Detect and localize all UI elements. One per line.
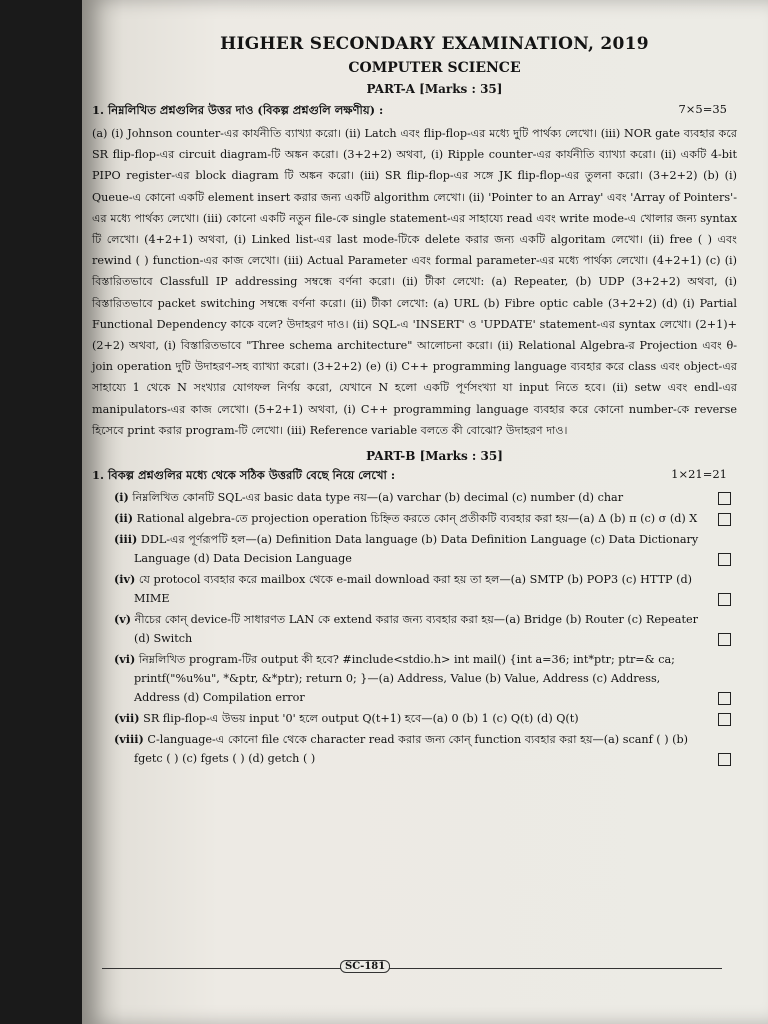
part-a-body: (a) (i) Johnson counter-এর কার্যনীতি ব্যাখ্যা করো। (ii) Latch এবং flip-flop-এর মধ্যে দুটি পার্থক্য লেখো। (iii) NOR gate ব্যবহার করে SR flip-flop-এর circuit diagram-টি অঙ্কন করো। (3+2+2) অথবা, (i) Ripple counter-এর কার্যনীতি ব্যাখ্যা করো। (ii) একটি 4-bit PIPO register-এর block diagram টি অঙ্কন করো। (iii) SR flip-flop-এর সঙ্গে JK flip-flop-এর তুলনা করো। (3+2+2) (b) (i) Queue-এ কোনো একটি element insert করার জন্য একটি algorithm লেখো। (ii) 'Pointer to an Array' এবং 'Array of Pointers'-এর মধ্যে পার্থক্য লেখো। (iii) কোনো একটি নতুন file-কে single statement-এর সাহায্যে read এবং write mode-এ খোলার জন্য syntax টি লেখো। (4+2+1) অথবা, (i) Linked list-এর last mode-টিকে delete করার জন্য একটি algoritam লেখো। (ii) free ( ) এবং rewind ( ) function-এর কাজ লেখো। (iii) Actual Parameter এবং formal parameter-এর মধ্যে পার্থক্য লেখো। (4+2+1) (c) (i) বিস্তারিতভাবে Classfull IP addressing সম্বন্ধে বর্ণনা করো। (ii) টীকা লেখো: (a) Repeater, (b) UDP (3+2+2) অথবা, (i) বিস্তারিতভাবে packet switching সম্বন্ধে বর্ণনা করো। (ii) টীকা লেখো: (a) URL (b) Fibre optic cable (3+2+2) (d) (i) Partial Functional Dependency কাকে বলে? উদাহরণ দাও। (ii) SQL-এ 'INSERT' ও 'UPDATE' statement-এর syntax লেখো। (2+1)+(2+2) অথবা, (i) বিস্তারিতভাবে "Three schema architecture" আলোচনা করো। (ii) Relational Algebra-র Projection এবং θ-join operation দুটি উদাহরণ-সহ ব্যাখ্যা করো। (3+2+2) (e) (i) C++ programming language ব্যবহার করে class এবং object-এর সাহায্যে 1 থেকে N সংখ্যার যোগফল নির্ণয় করো, যেখানে N হলো একটি পূর্ণসংখ্যা যা input নিতে হবে। (ii) setw এবং endl-এর manipulators-এর কাজ লেখো। (5+2+1) অথবা, (i) C++ programming language ব্যবহার করে কোনো number-কে reverse হিসেবে print করার program-টি লেখো। (iii) Reference variable বলতে কী বোঝো? উদাহরণ দাও।	[92, 127, 737, 437]
mcq-text: Rational algebra-তে projection operation চিহ্নিত করতে কোন্ প্রতীকটি ব্যবহার করা হয়—(a) Δ (b) π (c) σ (d) X	[136, 512, 698, 526]
mcq-number: (i)	[114, 490, 129, 505]
answer-checkbox[interactable]	[718, 513, 731, 526]
mcq-item	[114, 709, 737, 728]
answer-checkbox[interactable]	[718, 713, 731, 726]
mcq-list	[92, 488, 737, 768]
exam-page	[82, 0, 768, 1024]
mcq-item	[114, 730, 737, 768]
footer-divider	[102, 968, 722, 969]
mcq-number: (v)	[114, 612, 132, 627]
part-b-question-head	[92, 467, 737, 486]
mcq-item	[114, 610, 737, 648]
part-a-marks: 7×5=35	[678, 102, 727, 116]
page-code: SC-181	[340, 960, 390, 973]
mcq-item	[114, 509, 737, 528]
part-a-heading: PART-A [Marks : 35]	[366, 82, 503, 96]
part-b-question-text: 1. বিকল্প প্রশ্নগুলির মধ্যে থেকে সঠিক উত্তরটি বেছে নিয়ে লেখো :	[92, 468, 396, 483]
mcq-item	[114, 570, 737, 608]
mcq-text: যে protocol ব্যবহার করে mailbox থেকে e-mail download করা হয় তা হল—(a) SMTP (b) POP3 (c) HTTP (d) MIME	[134, 573, 693, 606]
mcq-text: নিম্নলিখিত কোনটি SQL-এর basic data type নয়—(a) varchar (b) decimal (c) number (d) char	[132, 491, 624, 505]
answer-checkbox[interactable]	[718, 692, 731, 705]
answer-checkbox[interactable]	[718, 593, 731, 606]
part-a-question-head	[92, 102, 737, 121]
part-a-question-text: 1. নিম্নলিখিত প্রশ্নগুলির উত্তর দাও (বিকল্প প্রশ্নগুলি লক্ষণীয়) :	[92, 103, 384, 117]
mcq-text: SR flip-flop-এ উভয় input '0' হলে output Q(t+1) হবে—(a) 0 (b) 1 (c) Q(t) (d) Q(t)	[143, 712, 579, 726]
mcq-text: DDL-এর পূর্ণরূপটি হল—(a) Definition Data language (b) Data Definition Language (c) Data Dictionary Language (d) Data Decision Language	[134, 533, 699, 566]
mcq-item	[114, 530, 737, 568]
mcq-item	[114, 650, 737, 707]
mcq-item	[114, 488, 737, 507]
answer-checkbox[interactable]	[718, 753, 731, 766]
page-content	[92, 34, 737, 770]
subject-title: COMPUTER SCIENCE	[348, 60, 521, 76]
answer-checkbox[interactable]	[718, 553, 731, 566]
mcq-number: (ii)	[114, 511, 134, 526]
mcq-text: নিম্নলিখিত program-টির output কী হবে? #include<stdio.h> int mail() {int a=36; int*ptr; ptr=& ca; printf("%u%u", *&ptr, &*ptr); return 0; }—(a) Address, Value (b) Value, Address (c) Address, Address (d) Compilation error	[134, 653, 675, 705]
mcq-text: নীচের কোন্ device-টি সাধারণত LAN কে extend করার জন্য ব্যবহার করা হয়—(a) Bridge (b) Router (c) Repeater (d) Switch	[134, 613, 698, 646]
part-b-marks: 1×21=21	[671, 467, 727, 482]
mcq-text: C-language-এ কোনো file থেকে character read করার জন্য কোন্ function ব্যবহার করা হয়—(a) scanf ( ) (b) fgetc ( ) (c) fgets ( ) (d) getch ( )	[134, 733, 689, 766]
mcq-number: (viii)	[114, 732, 144, 747]
exam-title: HIGHER SECONDARY EXAMINATION, 2019	[220, 34, 649, 54]
mcq-number: (iv)	[114, 572, 136, 587]
mcq-number: (vii)	[114, 711, 140, 726]
mcq-number: (vi)	[114, 652, 136, 667]
mcq-number: (iii)	[114, 532, 138, 547]
answer-checkbox[interactable]	[718, 633, 731, 646]
answer-checkbox[interactable]	[718, 492, 731, 505]
part-b-heading: PART-B [Marks : 35]	[366, 449, 503, 464]
